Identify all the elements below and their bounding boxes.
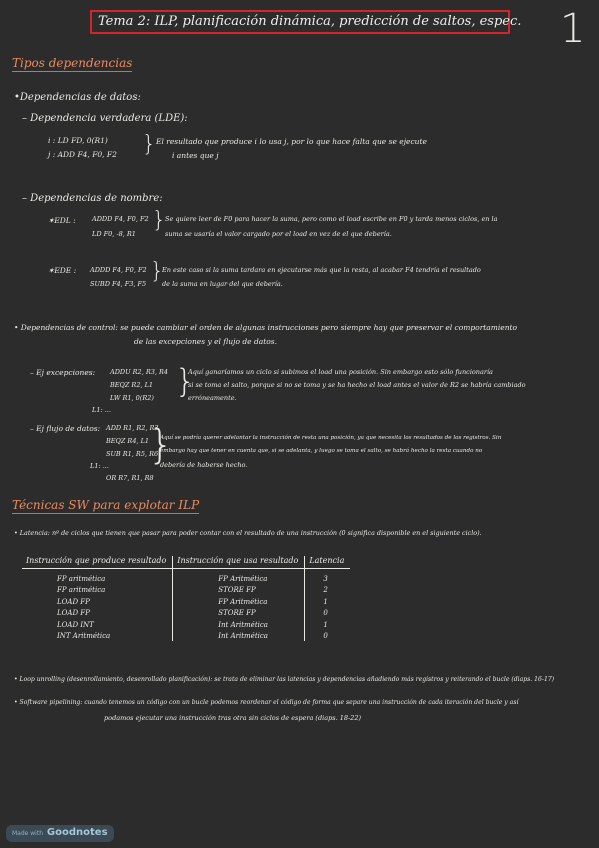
badge-prefix: Made with — [12, 830, 43, 837]
flow-desc-2: embargo hay que tener en cuenta que, si se adelanta, y luego se toma el salto, se habrá hecho la resta cuando no — [160, 448, 483, 454]
table-cell: LOAD INT — [22, 619, 173, 630]
exc-code-2: BEQZ R2, L1 — [110, 381, 154, 389]
table-row — [22, 584, 350, 595]
table-row — [22, 630, 350, 641]
ede-desc-1: En este caso si la suma tardara en ejecutarse más que la resta, al acabar F4 tendría el resultado — [162, 266, 481, 274]
table-cell: STORE FP — [173, 584, 305, 595]
exc-desc-2: si se toma el salto, porque si no se toma y se ha hecho el load antes el valor de R2 se habría cambiado — [188, 381, 526, 389]
brace: } — [150, 259, 164, 284]
table-cell: 0 — [323, 632, 328, 641]
latency-line: • Latencia: nº de ciclos que tienen que pasar para poder contar con el resultado de una instrucción (0 significa disponible en el siguiente ciclo). — [14, 529, 482, 537]
name-heading: – Dependencias de nombre: — [22, 193, 163, 204]
edl-code-1: ADDD F4, F0, F2 — [92, 215, 149, 223]
table-row — [22, 607, 350, 618]
software-pipelining-line-2: podamos ejecutar una instrucción tras otra sin ciclos de espera (diaps. 18-22) — [104, 714, 361, 722]
brace: } — [152, 208, 166, 233]
table-cell: 2 — [323, 586, 328, 595]
table-header: Instrucción que produce resultado — [22, 556, 173, 569]
table-row — [22, 596, 350, 607]
table-cell: 1 — [323, 620, 328, 629]
table-cell: FP Aritmética — [173, 596, 305, 607]
loop-unrolling-line: • Loop unrolling (desenrollamiento, desenrollado planificación): se trata de eliminar las latencias y dependencias añadiendo más registros y reiterando el bucle (diaps. 16-17) — [14, 676, 555, 683]
goodnotes-badge[interactable] — [6, 825, 114, 842]
exc-code-3: LW R1, 0(R2) — [110, 394, 154, 402]
table-cell: 3 — [323, 575, 328, 583]
brace: } — [148, 422, 174, 468]
ede-code-2: SUBD F4, F3, F5 — [90, 280, 147, 288]
flow-code-5: OR R7, R1, R8 — [106, 474, 154, 482]
edl-label: ✶EDL : — [48, 216, 76, 225]
flow-code-4: L1: ... — [90, 462, 109, 470]
flow-desc-3: debería de haberse hecho. — [160, 461, 248, 469]
edl-desc-2: suma se usaría el valor cargado por el load en vez de el que debería. — [165, 230, 392, 238]
exc-desc-1: Aquí ganaríamos un ciclo si subimos el load una posición. Sin embargo esto sólo funcionaría — [188, 368, 493, 376]
table-cell: LOAD FP — [22, 607, 173, 618]
table-cell: FP aritmética — [22, 573, 173, 584]
table-cell: Int Aritmética — [173, 619, 305, 630]
bullet-datos: •Dependencias de datos: — [14, 92, 141, 103]
exc-label: – Ej excepciones: — [30, 368, 96, 377]
lde-desc-2: i antes que j — [172, 151, 219, 160]
table-row — [22, 573, 350, 584]
table-cell: INT Aritmética — [22, 630, 173, 641]
lde-heading: – Dependencia verdadera (LDE): — [22, 113, 188, 124]
flow-code-1: ADD R1, R2, R3 — [106, 424, 159, 432]
table-row — [22, 619, 350, 630]
badge-brand: Goodnotes — [46, 827, 108, 838]
page-title: Tema 2: ILP, planificación dinámica, predicción de saltos, espec. — [90, 10, 510, 34]
edl-desc-1: Se quiere leer de F0 para hacer la suma, pero como el load escribe en F0 y tarda menos ciclos, en la — [165, 215, 498, 223]
exc-code-4: L1: ... — [92, 406, 111, 414]
control-line-2: de las excepciones y el flujo de datos. — [134, 337, 278, 346]
latency-table — [22, 556, 350, 641]
exc-code-1: ADDU R2, R3, R4 — [110, 368, 169, 376]
table-cell: FP Aritmética — [173, 573, 305, 584]
exc-desc-3: erróneamente. — [188, 394, 237, 402]
table-cell: LOAD FP — [22, 596, 173, 607]
flow-code-2: BEQZ R4, L1 — [106, 437, 150, 445]
lde-code-2: j : ADD F4, F0, F2 — [48, 150, 117, 159]
flow-desc-1: Aquí se podría querer adelantar la instrucción de resta una posición, ya que necesita los resultados de los registros. Sin — [160, 435, 502, 441]
control-line-1: • Dependencias de control: se puede cambiar el orden de algunas instrucciones pero siempre hay que preservar el comportamiento — [14, 323, 518, 332]
brace: } — [142, 132, 156, 157]
page-number: 1 — [560, 6, 586, 52]
lde-desc-1: El resultado que produce i lo usa j, por lo que hace falta que se ejecute — [156, 137, 427, 146]
table-cell: STORE FP — [173, 607, 305, 618]
lde-code-1: i : LD FD, 0(R1) — [48, 136, 108, 145]
table-cell: 0 — [323, 609, 328, 618]
flow-code-3: SUB R1, R5, R6 — [106, 450, 159, 458]
flow-label: – Ej flujo de datos: — [30, 424, 101, 433]
edl-code-2: LD F0, -8, R1 — [92, 230, 136, 238]
table-cell: FP aritmética — [22, 584, 173, 595]
ede-code-1: ADDD F4, F0, F2 — [90, 266, 147, 274]
brace: } — [175, 362, 196, 400]
section-heading-tecnicas: Técnicas SW para explotar ILP — [12, 498, 200, 512]
section-heading-dependencias: Tipos dependencias — [12, 56, 133, 70]
ede-desc-2: de la suma en lugar del que debería. — [162, 280, 283, 288]
ede-label: ✶EDE : — [48, 266, 77, 275]
table-cell: Int Aritmética — [173, 630, 305, 641]
table-cell: 1 — [323, 597, 328, 606]
table-header: Instrucción que usa resultado — [173, 556, 305, 569]
software-pipelining-line-1: • Software pipelining: cuando tenemos un código con un bucle podemos reordenar el código de forma que separe una instrucción de cada iteración del bucle y así — [14, 699, 519, 706]
table-header: Latencia — [305, 556, 351, 569]
